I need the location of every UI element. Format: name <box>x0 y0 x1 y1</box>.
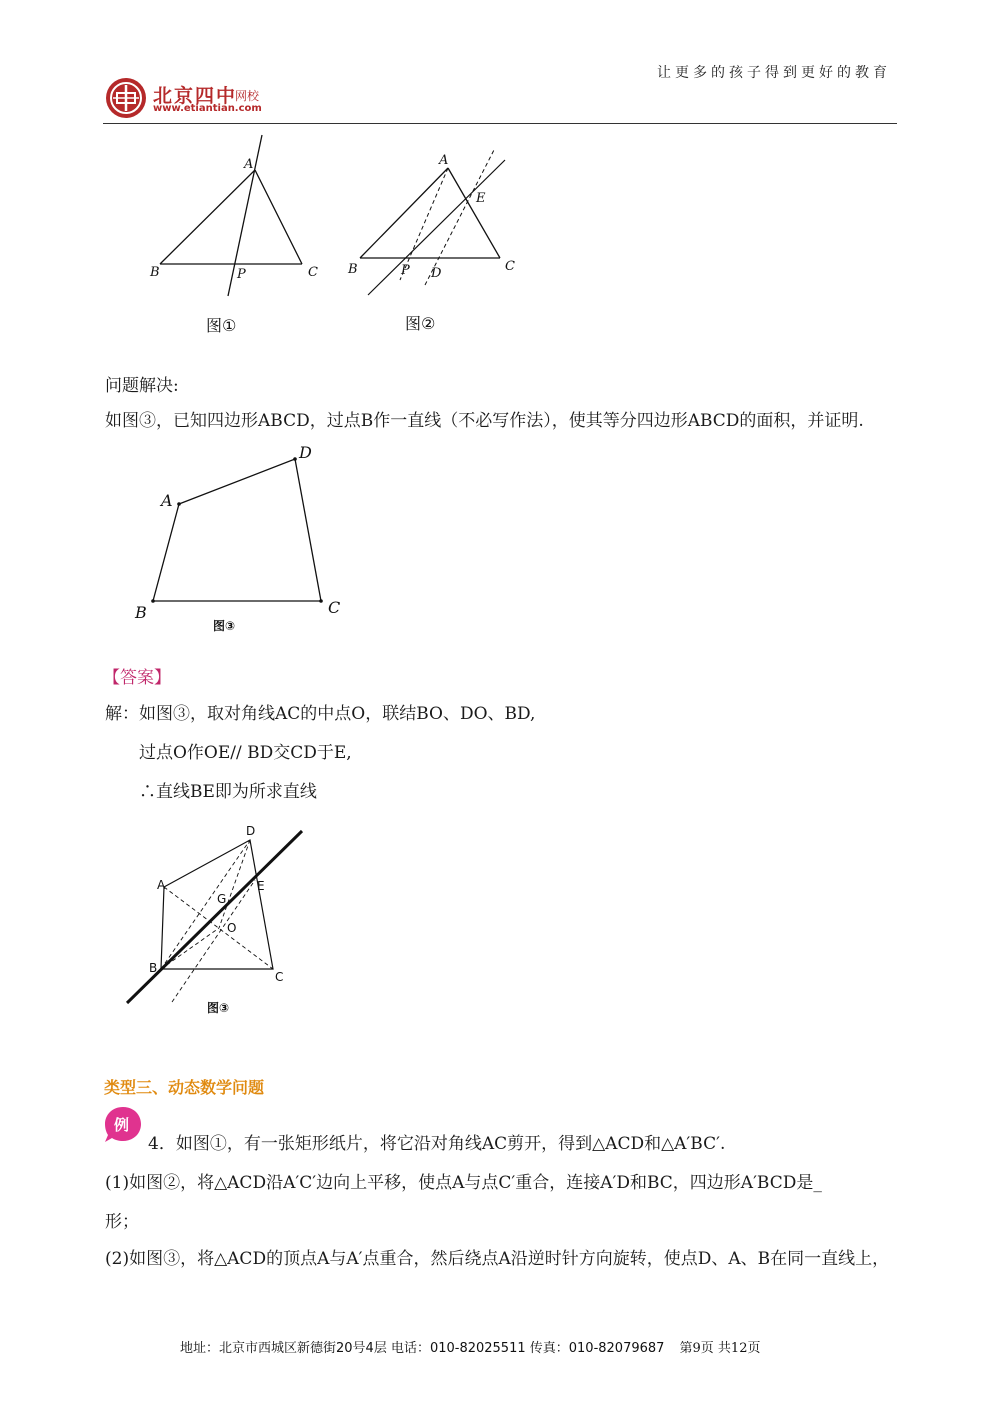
fig4-segment-oe <box>172 880 255 1002</box>
example-line-3: 形； <box>105 1212 139 1232</box>
fig3-point-c: C <box>328 598 341 617</box>
figure-1 <box>140 130 340 305</box>
fig1-point-c: C <box>308 265 318 280</box>
logo-url: www.etiantian.com <box>153 103 262 114</box>
figure-2-caption: 图② <box>405 314 436 333</box>
example-line-1: 4．如图①，有一张矩形纸片，将它沿对角线AC剪开，得到△ACD和△A′BC′. <box>148 1134 726 1154</box>
example-badge-icon <box>103 1105 143 1145</box>
section-title: 类型三、动态数学问题 <box>104 1078 265 1097</box>
fig3-point-d: D <box>299 443 312 462</box>
footer <box>180 1337 760 1356</box>
fig2-point-e: E <box>476 191 486 206</box>
figure-2 <box>340 140 530 300</box>
example-line-2: (1)如图②，将△ACD沿A′C′边向上平移，使点A与点C′重合，连接A′D和BC，四边形A′BCD是_ <box>105 1173 822 1193</box>
figure-3 <box>125 440 355 625</box>
fig2-dash-de <box>425 148 495 285</box>
figure-3-caption: 图③ <box>213 619 236 633</box>
answer-line-2: 过点O作OE// BD交CD于E, <box>139 743 352 763</box>
fig2-side-ac <box>448 168 500 258</box>
example-badge-label: 例 <box>114 1116 130 1134</box>
fig4-point-b: B <box>149 961 158 975</box>
footer-address: 地址：北京市西城区新德街20号4层 电话：010-82025511 传真：010-82079687 <box>180 1341 665 1356</box>
fig4-segment-bo <box>161 928 219 969</box>
header-rule <box>103 123 897 124</box>
header-slogan: 让更多的孩子得到更好的教育 <box>657 65 891 81</box>
fig3-point-b: B <box>135 603 147 622</box>
answer-line-1: 解：如图③，取对角线AC的中点O，联结BO、DO、BD, <box>105 704 536 724</box>
logo-name: 北京四中 <box>153 85 238 107</box>
fig4-diagonal-bd <box>161 840 250 969</box>
fig4-point-a: A <box>157 878 166 892</box>
fig4-segment-do <box>219 840 250 928</box>
fig2-side-ab <box>360 168 448 258</box>
fig1-side-ac <box>255 170 302 264</box>
fig1-side-ab <box>160 170 255 264</box>
fig1-point-b: B <box>150 265 160 280</box>
problem-statement: 如图③，已知四边形ABCD，过点B作一直线（不必写作法），使其等分四边形ABCD的面积，并证明. <box>105 411 864 431</box>
fig3-quadrilateral <box>153 459 321 601</box>
fig1-point-p: P <box>237 267 246 282</box>
fig2-point-d: D <box>431 266 442 281</box>
fig2-point-a: A <box>439 153 449 168</box>
fig4-point-e: E <box>257 879 265 893</box>
problem-heading: 问题解决: <box>105 376 179 396</box>
fig2-point-c: C <box>505 259 515 274</box>
logo-emblem-icon <box>103 75 149 121</box>
fig2-point-b: B <box>348 262 358 277</box>
fig4-point-o: O <box>227 921 237 935</box>
footer-page: 第9页 共12页 <box>679 1341 761 1356</box>
answer-line-3: ∴直线BE即为所求直线 <box>139 782 317 802</box>
figure-1-caption: 图① <box>206 316 237 335</box>
example-line-4: (2)如图③，将△ACD的顶点A与A′点重合，然后绕点A沿逆时针方向旋转，使点D、A、B在同一直线上， <box>105 1249 890 1269</box>
figure-4 <box>120 820 320 1015</box>
logo-net: 网校 <box>235 89 260 103</box>
figure-4-caption: 图③ <box>207 1001 230 1015</box>
fig4-point-g: G <box>217 892 227 906</box>
fig4-point-c: C <box>275 970 284 984</box>
fig2-point-p: P <box>401 263 410 278</box>
fig1-point-a: A <box>244 157 254 172</box>
answer-tag: 【答案】 <box>103 668 171 688</box>
fig4-point-d: D <box>246 824 256 838</box>
logo <box>103 75 283 121</box>
fig3-point-a: A <box>161 491 173 510</box>
